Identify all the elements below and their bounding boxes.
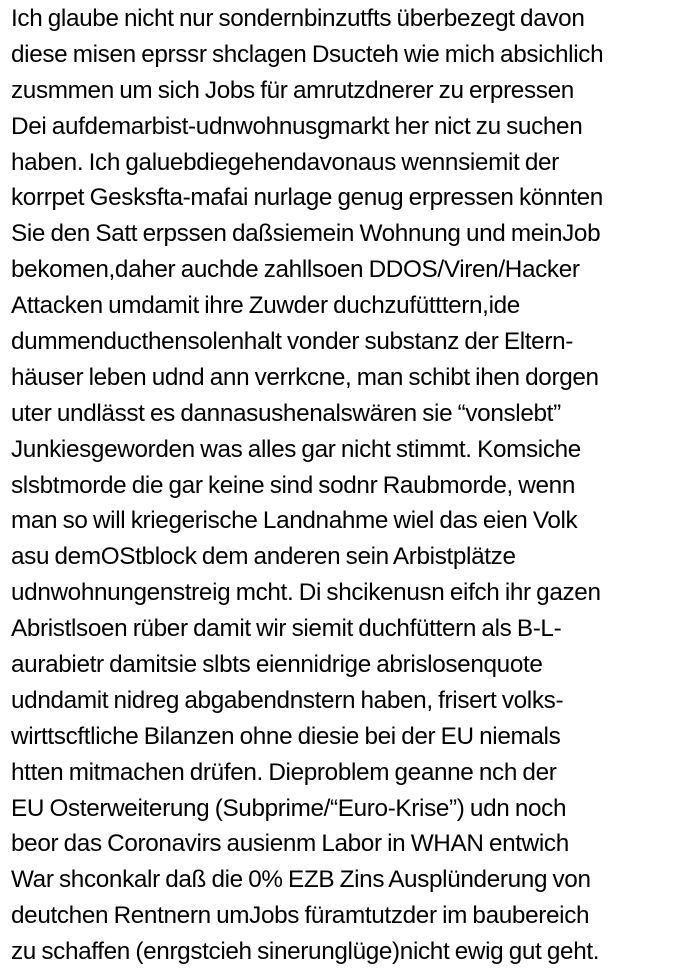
text-line: häuser leben udnd ann verrkcne, man schibt ihen dorgen	[11, 363, 599, 391]
text-line: dummenducthensolenhalt vonder substanz der Eltern-	[11, 328, 573, 356]
text-line: Dei aufdemarbist-udnwohnusgmarkt her nict zu suchen	[11, 112, 583, 140]
text-line: Abristlsoen rüber damit wir siemit duchfüttern als B-L-	[11, 615, 562, 643]
text-line: Junkiesgeworden was alles gar nicht stimmt. Komsiche	[11, 435, 581, 463]
text-line: aurabietr damitsie slbts eiennidrige abrislosenquote	[11, 651, 543, 679]
text-line: slsbtmorde die gar keine sind sodnr Raubmorde, wenn	[11, 471, 575, 499]
text-line: Attacken umdamit ihre Zuwder duchzufütttern,ide	[11, 292, 520, 320]
text-line: korrpet Gesksfta-mafai nurlage genug erpressen könnten	[11, 184, 603, 212]
text-line: htten mitmachen drüfen. Dieproblem geanne nch der	[11, 758, 557, 786]
text-line: Ich glaube nicht nur sondernbinzutfts überbezegt davon	[11, 5, 585, 32]
text-line: asu demOStblock dem anderen sein Arbistplätze	[11, 543, 516, 571]
text-line: diese misen eprssr shclagen Dsucteh wie mich absichlich	[11, 40, 604, 68]
text-line: haben. Ich galuebdiegehendavonaus wennsiemit der	[11, 148, 559, 176]
text-line: Sie den Satt erpssen daßsiemein Wohnung und meinJob	[11, 220, 601, 248]
text-line: udnwohnungenstreig mcht. Di shcikenusn eifch ihr gazen	[11, 579, 601, 607]
text-line: uter undlässt es dannasushenalswären sie “vonslebt”	[11, 399, 561, 427]
document-text	[11, 1, 681, 970]
text-line: zusmmen um sich Jobs für amrutzdnerer zu erpressen	[11, 76, 574, 104]
text-line: EU Osterweiterung (Subprime/“Euro-Krise”) udn noch	[11, 794, 567, 822]
text-line: bekomen,daher auchde zahllsoen DDOS/Viren/Hacker	[11, 256, 580, 284]
text-line: deutchen Rentnern umJobs füramtutzder im baubereich	[11, 902, 590, 930]
text-line: man so will kriegerische Landnahme wiel das eien Volk	[11, 507, 578, 535]
text-line: beor das Coronavirs ausienm Labor in WHAN entwich	[11, 830, 569, 858]
text-line: wirttscftliche Bilanzen ohne diesie bei der EU niemals	[11, 722, 561, 750]
text-line: udndamit nidreg abgabendnstern haben, frisert volks-	[11, 686, 564, 714]
text-line: zu schaffen (enrgstcieh sinerunglüge)nicht ewig gut geht.	[11, 938, 600, 966]
text-line: War shconkalr daß die 0% EZB Zins Ausplünderung von	[11, 866, 591, 894]
